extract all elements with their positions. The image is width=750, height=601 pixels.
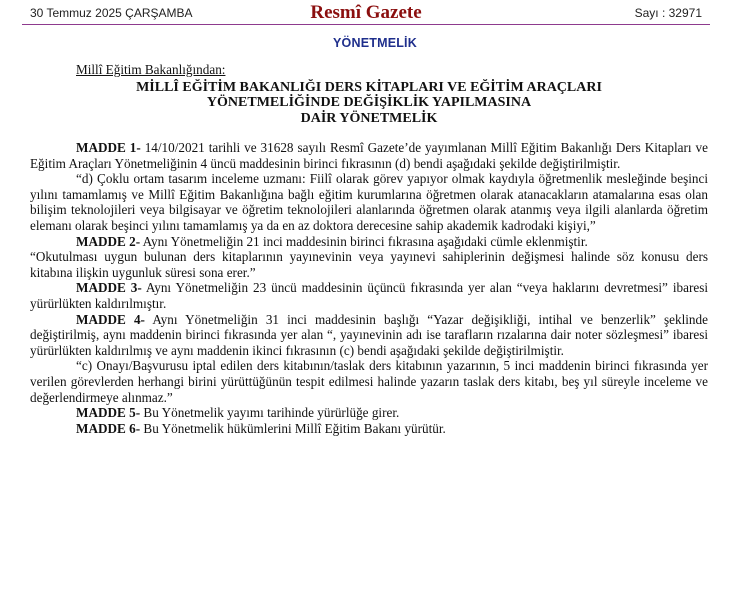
article-text: Aynı Yönetmeliğin 23 üncü maddesinin üçüncü fıkrasında yer alan “veya haklarını devretmesi” ibaresi yürürlükten kaldırılmıştır. — [30, 280, 708, 312]
article-text: “Okutulması uygun bulunan ders kitaplarının yayınevinin veya yayınevi sahiplerinin değişmesi halinde söz konusu ders kitabına ilişkin uygunluk süresi sona erer.” — [30, 249, 708, 280]
title-line: YÖNETMELİĞİNDE DEĞİŞİKLİK YAPILMASINA — [206, 95, 532, 111]
article-label: MADDE 1- — [76, 140, 141, 156]
article-text: “d) Çoklu ortam tasarım inceleme uzmanı: Fiilî olarak görev yapıyor olmak kaydıyla öğretmenlik mesleğinde beşinci yılını tamamlamış ve Millî Eğitim Bakanlığına bağlı eğitim kurumlarına öğretmen olarak atanacakların atamalarına esas olan bilişim teknolojileri veya bilgisayar ve öğretim teknolojileri alanlarında öğretmen olarak atanmış veya ilgili alanlarda öğretim elemanı olarak beşinci yılını tamamlamış ya da en az doktora derecesine sahip akademik kadrodaki kişiyi,” — [30, 171, 708, 234]
article-text: Aynı Yönetmeliğin 21 inci maddesinin birinci fıkrasına aşağıdaki cümle eklenmiştir. — [140, 233, 588, 249]
article-paragraph — [30, 140, 708, 171]
article-label: MADDE 2- — [76, 233, 141, 249]
regulation-document — [30, 62, 708, 436]
amendment-text — [30, 358, 708, 405]
regulation-title — [30, 80, 708, 127]
article-paragraph — [30, 405, 708, 421]
issue-number: Sayı : 32971 — [634, 6, 702, 20]
article-paragraph — [30, 234, 708, 250]
title-line: MİLLÎ EĞİTİM BAKANLIĞI DERS KİTAPLARI VE EĞİTİM ARAÇLARI — [136, 79, 602, 95]
issue-date: 30 Temmuz 2025 ÇARŞAMBA — [30, 6, 193, 20]
article-label: MADDE 6- — [76, 420, 141, 436]
gazette-header — [22, 0, 710, 25]
section-heading: YÖNETMELİK — [333, 36, 417, 50]
article-paragraph — [30, 280, 708, 311]
article-text: 14/10/2021 tarihli ve 31628 sayılı Resmî Gazete’de yayımlanan Millî Eğitim Bakanlığı Ders Kitapları ve Eğitim Araçları Yönetmeliğinin 4 üncü maddesinin birinci fıkrasının (d) bendi aşağıdaki şekilde değiştirilmiştir. — [30, 140, 708, 171]
issuing-authority: Millî Eğitim Bakanlığından: — [76, 62, 226, 77]
title-line: DAİR YÖNETMELİK — [300, 110, 438, 126]
article-paragraph — [30, 421, 708, 437]
article-list — [30, 140, 708, 436]
article-paragraph — [30, 312, 708, 359]
article-text: Aynı Yönetmeliğin 31 inci maddesinin başlığı “Yazar değişikliği, intihal ve benzerlik” şeklinde değiştirilmiş, aynı maddenin birinci fıkrasında yer alan “, yayınevinin adı ise tarafların rızalarına dair noter sözleşmesi” ibaresi yürürlükten kaldırılmış ve aynı maddenin ikinci fıkrasının (c) bendi aşağıdaki şekilde değiştirilmiştir. — [30, 311, 708, 358]
article-text: Bu Yönetmelik yayımı tarihinde yürürlüğe girer. — [140, 405, 400, 421]
amendment-text — [30, 249, 708, 280]
article-text: “c) Onayı/Başvurusu iptal edilen ders kitabının/taslak ders kitabının yazarının, 5 inci maddenin birinci fıkrasında yer verilen görevlerden herhangi birini yürüttüğünün tespit edilmesi halinde yazarın taslak ders kitabı, beş yıl süreyle inceleme ve değerlendirmeye alınmaz.” — [30, 358, 708, 405]
article-label: MADDE 5- — [76, 405, 141, 421]
gazette-title: Resmî Gazete — [310, 2, 422, 23]
article-label: MADDE 4- — [76, 311, 145, 327]
amendment-text — [30, 171, 708, 233]
article-text: Bu Yönetmelik hükümlerini Millî Eğitim Bakanı yürütür. — [140, 420, 446, 436]
article-label: MADDE 3- — [76, 280, 142, 296]
